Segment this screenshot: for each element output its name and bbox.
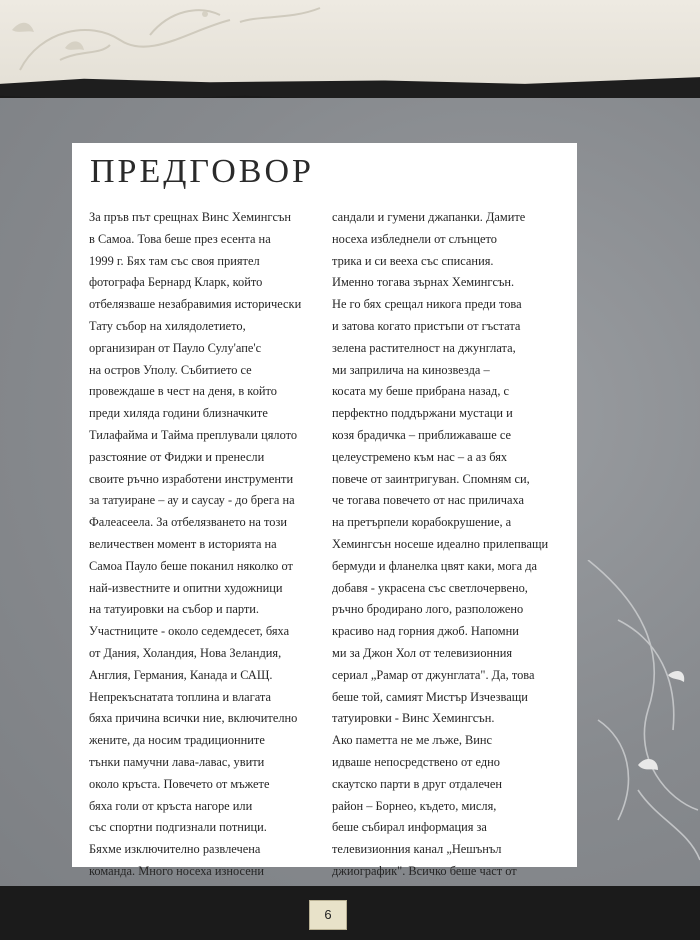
text-line: За пръв път срещнах Винс Хемингсън: [89, 210, 291, 224]
text-line: величествен момент в историята на: [89, 536, 277, 551]
text-line: в Самоа. Това беше през есента на: [89, 231, 271, 246]
text-line: зелена растителност на джунглата,: [332, 340, 516, 355]
text-line: на татуировки на събор и парти.: [89, 602, 260, 617]
text-line: 1999 г. Бях там със своя приятел: [89, 253, 260, 268]
text-line: перфектно поддържани мустаци и: [332, 406, 513, 421]
text-line: най-известните и опитни художници: [89, 580, 283, 595]
right-text-column: [332, 207, 572, 883]
top-decorative-band: [0, 0, 700, 88]
text-line: своите ръчно изработени инструменти: [89, 471, 294, 486]
text-line: татуировки - Винс Хемингсън.: [332, 711, 495, 726]
text-line: ми за Джон Хол от телевизионния: [332, 645, 513, 660]
text-line: от Дания, Холандия, Нова Зеландия,: [89, 645, 282, 660]
text-line: беше той, самият Мистър Изчезващи: [332, 689, 528, 704]
text-line: Фалеасеела. За отбелязването на този: [89, 515, 287, 530]
text-line: красиво над горния джоб. Напомни: [332, 624, 519, 639]
text-line: разстояние от Фиджи и пренесли: [89, 449, 265, 464]
text-line: сериал „Рамар от джунглата". Да, това: [332, 667, 535, 682]
text-line: Англия, Германия, Канада и САЩ.: [89, 667, 273, 682]
text-line: че тогава повечето от нас приличаха: [332, 493, 525, 508]
text-line: жените, да носим традиционните: [89, 733, 265, 748]
text-line: Именно тогава зърнах Хемингсън.: [332, 275, 515, 290]
text-line: скаутско парти в друг отдалечен: [332, 776, 503, 791]
text-line: телевизионния канал „Нешънъл: [332, 842, 502, 857]
text-line: ми заприлича на кинозвезда –: [332, 362, 490, 377]
text-line: трика и си вееха със списания.: [332, 253, 494, 268]
text-line: Тату събор на хилядолетието,: [89, 318, 246, 333]
text-line: организиран от Пауло Сулу'апе'с: [89, 340, 262, 355]
text-line: Непрекъснатата топлина и влагата: [89, 689, 271, 704]
text-line: Самоа Пауло беше поканил няколко от: [89, 558, 293, 573]
text-line: ръчно бродирано лого, разположено: [332, 602, 524, 617]
left-text-column: [89, 207, 335, 883]
text-line: сандали и гумени джапанки. Дамите: [332, 210, 526, 224]
text-line: район – Борнео, където, мисля,: [332, 798, 497, 813]
text-line: бермуди и фланелка цвят каки, мога да: [332, 558, 538, 573]
text-line: на остров Уполу. Събитието се: [89, 362, 252, 377]
text-line: за татуиране – ау и саусау - до брега на: [89, 493, 295, 508]
text-line: Ако паметта не ме лъже, Винс: [332, 733, 493, 748]
text-line: на претърпели корабокрушение, а: [332, 515, 512, 530]
text-line: провеждаше в чест на деня, в който: [89, 384, 277, 399]
text-line: около кръста. Повечето от мъжете: [89, 776, 270, 791]
text-line: козя брадичка – приближаваше се: [332, 427, 511, 442]
text-line: носеха избледнели от слънцето: [332, 231, 497, 246]
text-line: със спортни подгизнали потници.: [89, 820, 267, 835]
text-line: целеустремено към нас – а аз бях: [332, 449, 508, 464]
text-line: джиографик". Всичко беше част от: [332, 863, 517, 878]
text-line: идваше непосредствено от едно: [332, 754, 500, 769]
text-line: беше събирал информация за: [332, 820, 487, 835]
text-line: Бяхме изключително развлечена: [89, 842, 261, 857]
page-number: 6: [309, 900, 347, 930]
content-page: [72, 143, 577, 878]
text-line: фотографа Бернард Кларк, който: [89, 275, 263, 290]
text-line: бяха голи от кръста нагоре или: [89, 798, 253, 813]
text-line: отбелязваше незабравимия исторически: [89, 297, 302, 312]
text-line: Не го бях срещал никога преди това: [332, 297, 522, 312]
text-line: повече от заинтригуван. Спомням си,: [332, 471, 530, 486]
text-line: Хемингсън носеше идеално прилепващи: [332, 536, 549, 551]
page-title: ПРЕДГОВОР: [90, 153, 314, 190]
bottom-dark-band: [0, 886, 700, 940]
text-line: бяха причина всички ние, включително: [89, 711, 298, 726]
text-line: тънки памучни лава-лавас, увити: [89, 754, 265, 769]
text-line: Участниците - около седемдесет, бяха: [89, 624, 290, 639]
text-line: и затова когато пристъпи от гъстата: [332, 318, 521, 333]
text-line: команда. Много носеха износени: [89, 863, 264, 878]
text-line: преди хиляда години близначките: [89, 406, 268, 421]
text-line: Тилафайма и Тайма преплували цялото: [89, 427, 298, 442]
text-line: добавя - украсена със светлочервено,: [332, 580, 528, 595]
text-line: косата му беше прибрана назад, с: [332, 384, 510, 399]
